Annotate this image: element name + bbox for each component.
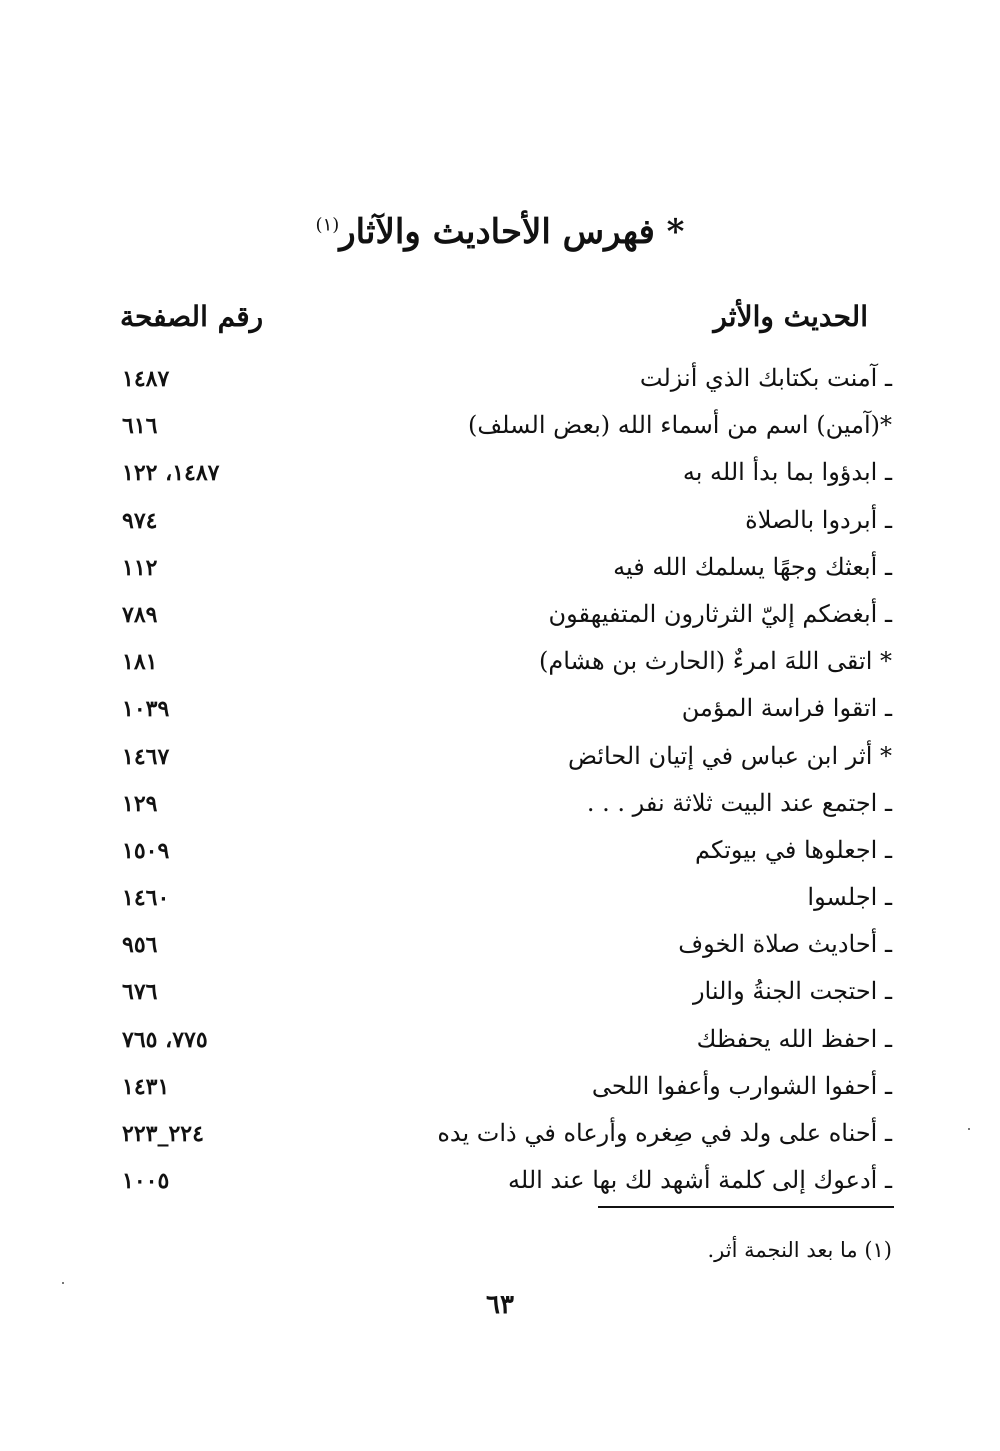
index-row: [110, 547, 892, 594]
index-row: [110, 405, 892, 452]
page-ref: ٧٧٥، ٧٦٥: [122, 1026, 208, 1053]
index-row: [110, 358, 892, 405]
index-list: [110, 358, 892, 1207]
hadith-text: ـ أحناه على ولد في صِغره وأرعاه في ذات يده: [437, 1119, 892, 1147]
index-row: [110, 641, 892, 688]
page-ref: ١٤٣١: [122, 1073, 170, 1100]
page-ref: ١٤٨٧، ١٢٢: [122, 460, 220, 487]
index-title-text: * فهرس الأحاديث والآثار: [339, 212, 685, 252]
hadith-text: ـ ابدؤوا بما بدأ الله به: [682, 458, 892, 487]
scan-speck: [968, 1128, 970, 1130]
index-row: [110, 500, 892, 547]
hadith-text: ـ أحاديث صلاة الخوف: [678, 930, 892, 959]
page-ref: ١٢٩: [122, 790, 158, 817]
page-ref: ١٤٨٧: [122, 366, 170, 392]
index-row: [110, 452, 892, 499]
hadith-text: * اتقى اللهَ امرءٌ (الحارث بن هشام): [539, 647, 892, 676]
page-ref: ٦٧٦: [122, 979, 158, 1006]
page-ref: ٩٥٦: [122, 932, 158, 959]
index-row: [110, 877, 892, 924]
hadith-column-header: الحديث والأثر: [713, 300, 868, 333]
page-column-header: رقم الصفحة: [120, 300, 264, 333]
index-row: [110, 830, 892, 877]
footnote-separator: [598, 1206, 894, 1208]
hadith-text: ـ اجلسوا: [807, 883, 892, 912]
index-row: [110, 594, 892, 641]
hadith-text: ـ أبردوا بالصلاة: [745, 505, 892, 534]
page-number: ٦٣: [486, 1290, 514, 1320]
index-row: [110, 1113, 892, 1160]
page-ref: ٦١٦: [122, 413, 158, 440]
index-row: [110, 736, 892, 783]
hadith-text: * أثر ابن عباس في إتيان الحائض: [567, 741, 892, 770]
footnote: (١) ما بعد النجمة أثر.: [707, 1238, 892, 1262]
hadith-text: ـ أبعثك وجهًا يسلمك الله فيه: [613, 552, 892, 581]
page-ref: ١٤٦٠: [122, 885, 170, 912]
index-row: [110, 924, 892, 971]
index-row: [110, 1066, 892, 1113]
page-ref: ١٨١: [122, 649, 158, 676]
page-ref: ٢٢٤_٢٢٣: [122, 1121, 204, 1147]
index-row: [110, 688, 892, 735]
hadith-text: ـ احتجت الجنةُ والنار: [692, 977, 892, 1006]
hadith-text: ـ اجتمع عند البيت ثلاثة نفر . . .: [586, 788, 892, 817]
hadith-text: ـ أدعوك إلى كلمة أشهد لك بها عند الله: [508, 1166, 892, 1195]
index-title: [150, 212, 850, 252]
hadith-text: ـ أحفوا الشوارب وأعفوا اللحى: [591, 1071, 892, 1100]
hadith-text: ـ أبغضكم إليّ الثرثارون المتفيهقون: [548, 599, 892, 628]
hadith-text: ـ آمنت بكتابك الذي أنزلت: [639, 364, 892, 392]
scan-speck: [62, 1282, 64, 1284]
title-footnote-marker: (١): [315, 214, 340, 236]
index-row: [110, 1160, 892, 1207]
index-row: [110, 971, 892, 1018]
hadith-text: ـ اتقوا فراسة المؤمن: [681, 694, 892, 723]
page-ref: ٩٧٤: [122, 507, 158, 534]
index-row: [110, 783, 892, 830]
page-ref: ١٤٦٧: [122, 743, 170, 770]
hadith-text: ـ احفظ الله يحفظك: [696, 1024, 892, 1053]
page-ref: ١٠٣٩: [122, 696, 170, 723]
index-row: [110, 1019, 892, 1066]
page-ref: ١١٢: [122, 554, 158, 581]
page-ref: ١٠٠٥: [122, 1168, 170, 1195]
hadith-text: ـ اجعلوها في بيوتكم: [694, 835, 892, 864]
page-ref: ١٥٠٩: [122, 837, 170, 864]
page-ref: ٧٨٩: [122, 601, 158, 628]
hadith-text: *(آمين) اسم من أسماء الله (بعض السلف): [467, 411, 892, 440]
